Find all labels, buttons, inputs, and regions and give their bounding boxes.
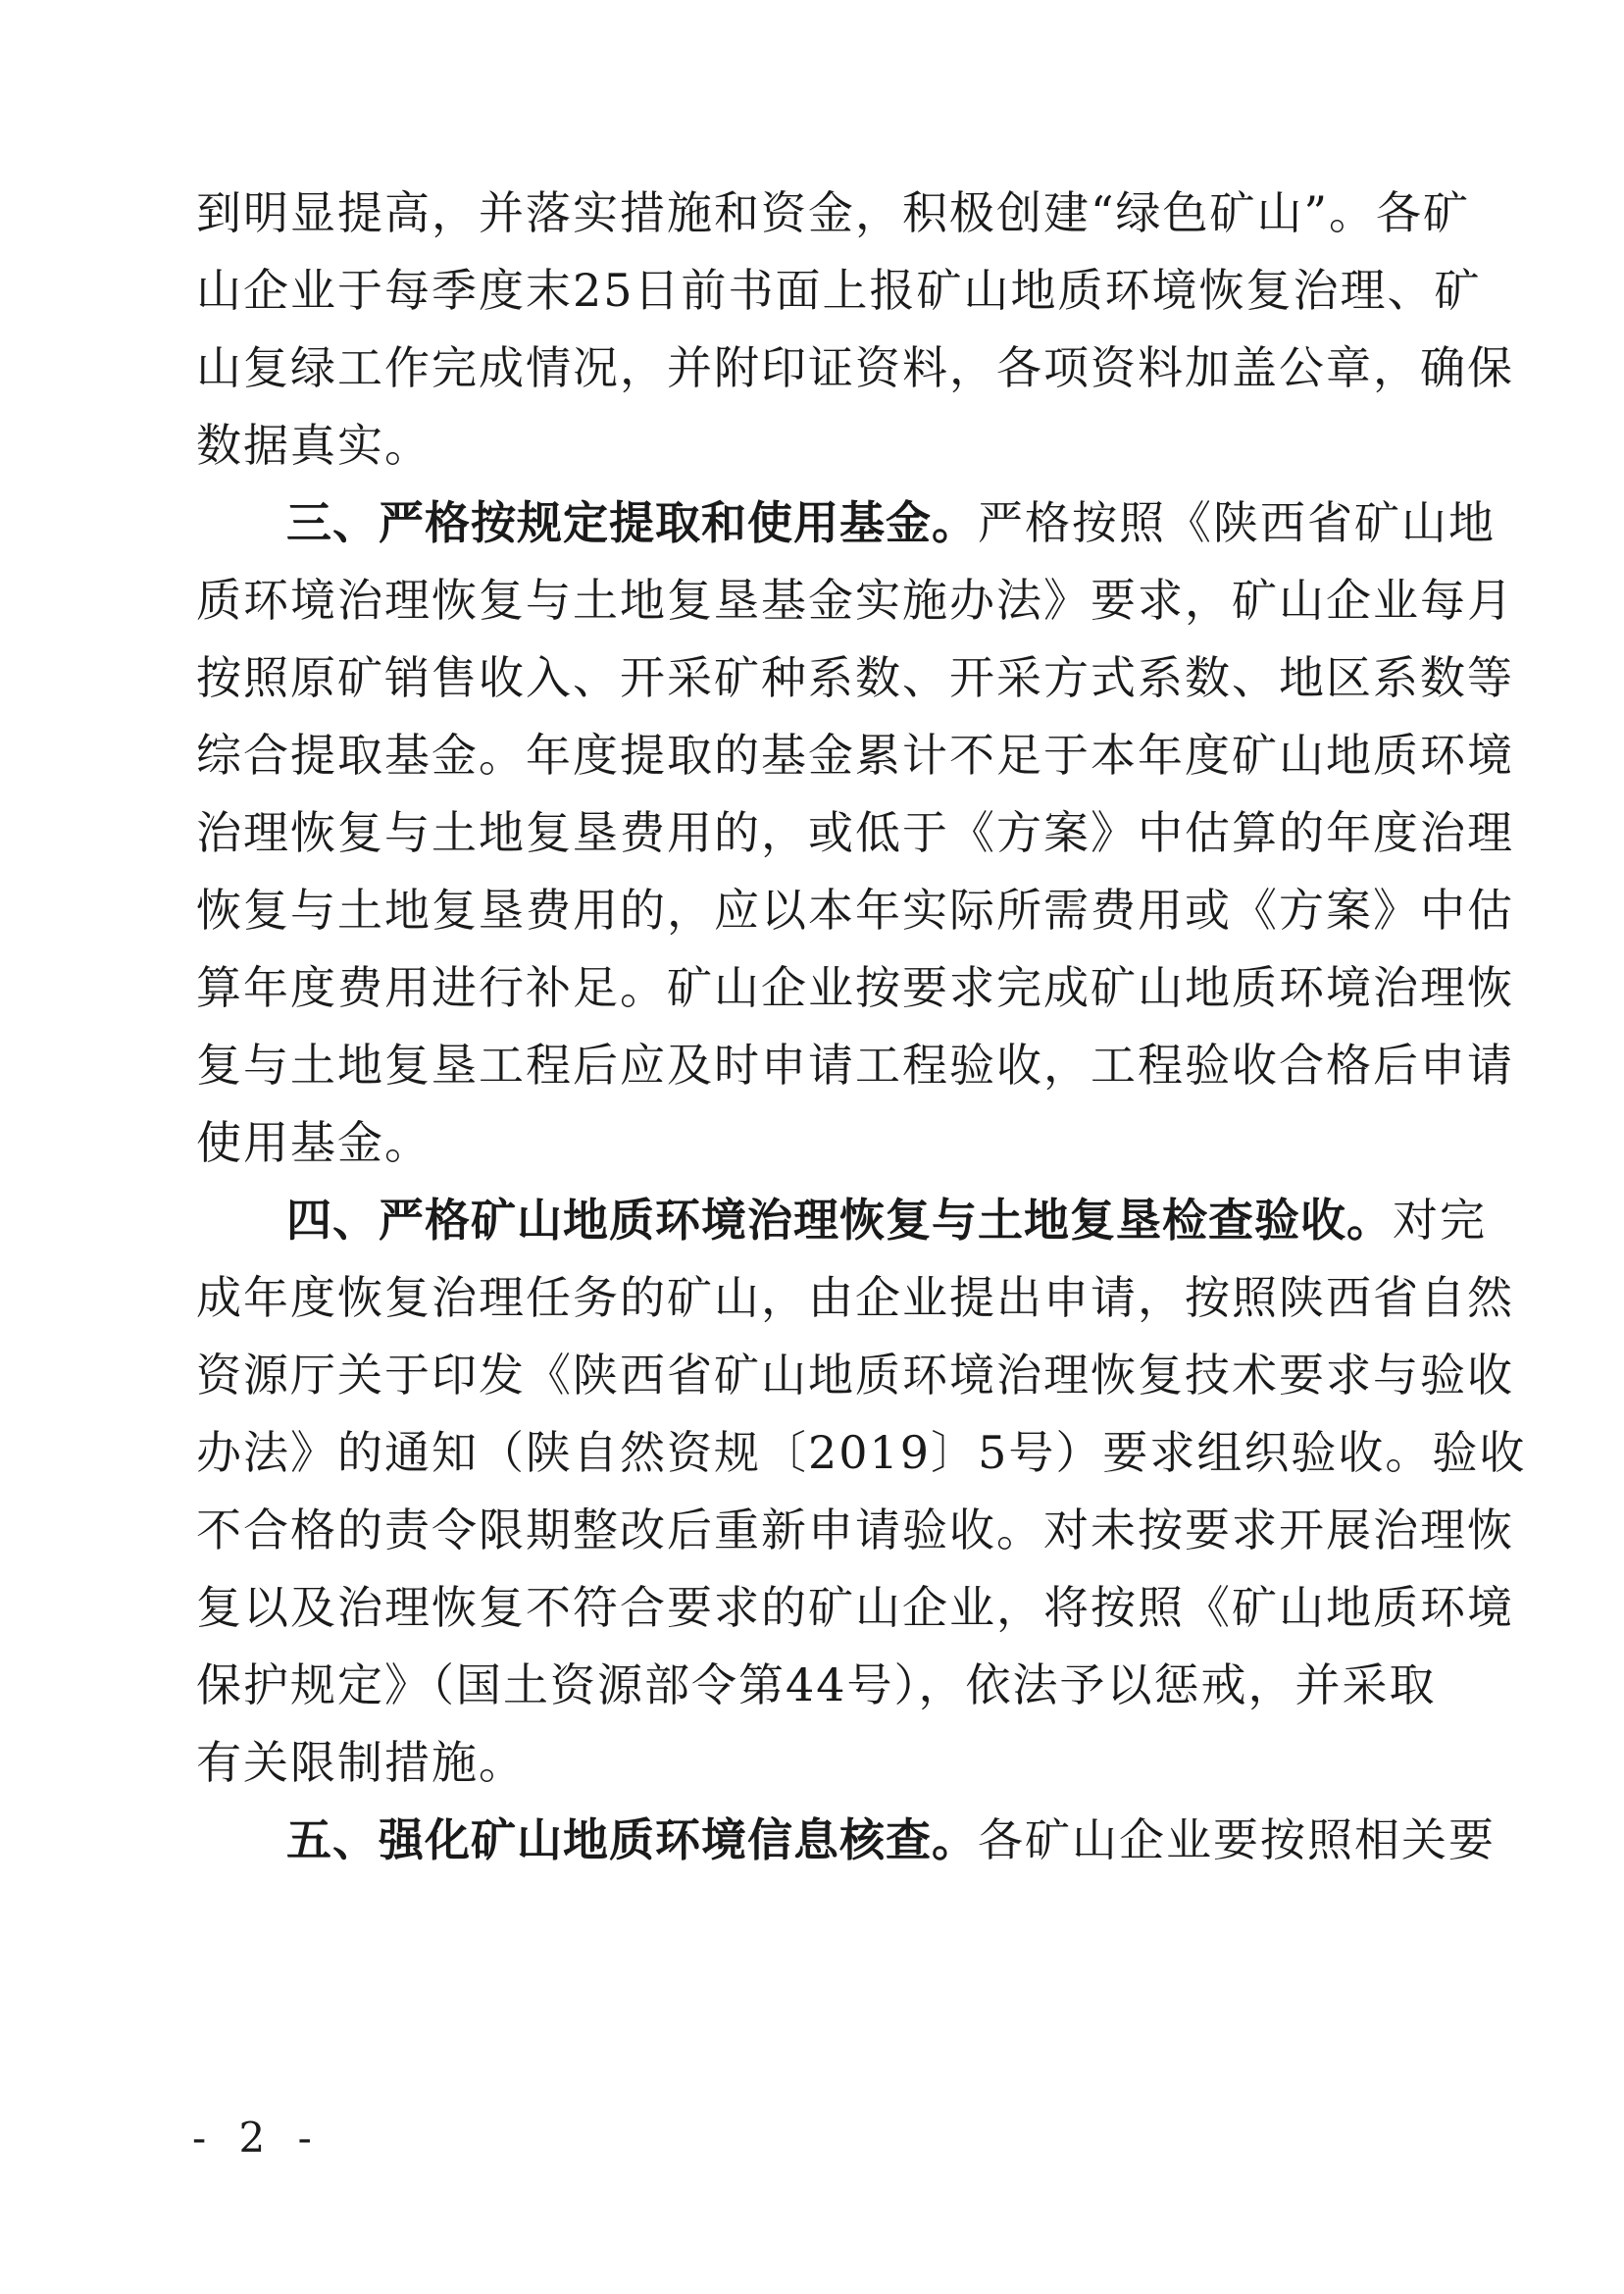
section-heading: 四、严格矿山地质环境治理恢复与土地复垦检查验收。	[286, 1194, 1393, 1247]
body-line: 不合格的责令限期整改后重新申请验收。对未按要求开展治理恢	[196, 1504, 1514, 1556]
body-line: 数据真实。	[196, 419, 431, 472]
body-line: 使用基金。	[196, 1116, 431, 1169]
section-heading: 五、强化矿山地质环境信息核查。	[286, 1813, 978, 1866]
body-line: 办法》的通知（陕自然资规〔2019〕5号）要求组织验收。验收	[196, 1426, 1527, 1479]
body-line: 复与土地复垦工程后应及时申请工程验收，工程验收合格后申请	[196, 1039, 1514, 1092]
section-heading-line: 四、严格矿山地质环境治理恢复与土地复垦检查验收。对完	[286, 1194, 1487, 1247]
body-line: 算年度费用进行补足。矿山企业按要求完成矿山地质环境治理恢	[196, 961, 1514, 1014]
body-line: 成年度恢复治理任务的矿山，由企业提出申请，按照陕西省自然	[196, 1271, 1514, 1324]
body-line: 保护规定》（国土资源部令第44号），依法予以惩戒，并采取	[196, 1658, 1437, 1711]
body-line: 山复绿工作完成情况，并附印证资料，各项资料加盖公章，确保	[196, 341, 1514, 394]
section-heading-line: 五、强化矿山地质环境信息核查。各矿山企业要按照相关要	[286, 1813, 1496, 1866]
body-line: 复以及治理恢复不符合要求的矿山企业，将按照《矿山地质环境	[196, 1581, 1514, 1634]
section-heading: 三、严格按规定提取和使用基金。	[286, 496, 978, 549]
body-line: 资源厅关于印发《陕西省矿山地质环境治理恢复技术要求与验收	[196, 1349, 1514, 1402]
section-heading-line: 三、严格按规定提取和使用基金。严格按照《陕西省矿山地	[286, 496, 1496, 549]
page-number: - 2 -	[192, 2114, 322, 2162]
body-line: 按照原矿销售收入、开采矿种系数、开采方式系数、地区系数等	[196, 651, 1514, 704]
body-line: 到明显提高，并落实措施和资金，积极创建“绿色矿山”。各矿	[196, 186, 1471, 239]
body-line: 有关限制措施。	[196, 1736, 526, 1789]
body-line: 山企业于每季度末25日前书面上报矿山地质环境恢复治理、矿	[196, 264, 1482, 317]
body-line: 恢复与土地复垦费用的，应以本年实际所需费用或《方案》中估	[196, 884, 1514, 937]
body-line: 治理恢复与土地复垦费用的，或低于《方案》中估算的年度治理	[196, 806, 1514, 859]
body-line: 综合提取基金。年度提取的基金累计不足于本年度矿山地质环境	[196, 729, 1514, 782]
body-line: 质环境治理恢复与土地复垦基金实施办法》要求，矿山企业每月	[196, 574, 1514, 627]
